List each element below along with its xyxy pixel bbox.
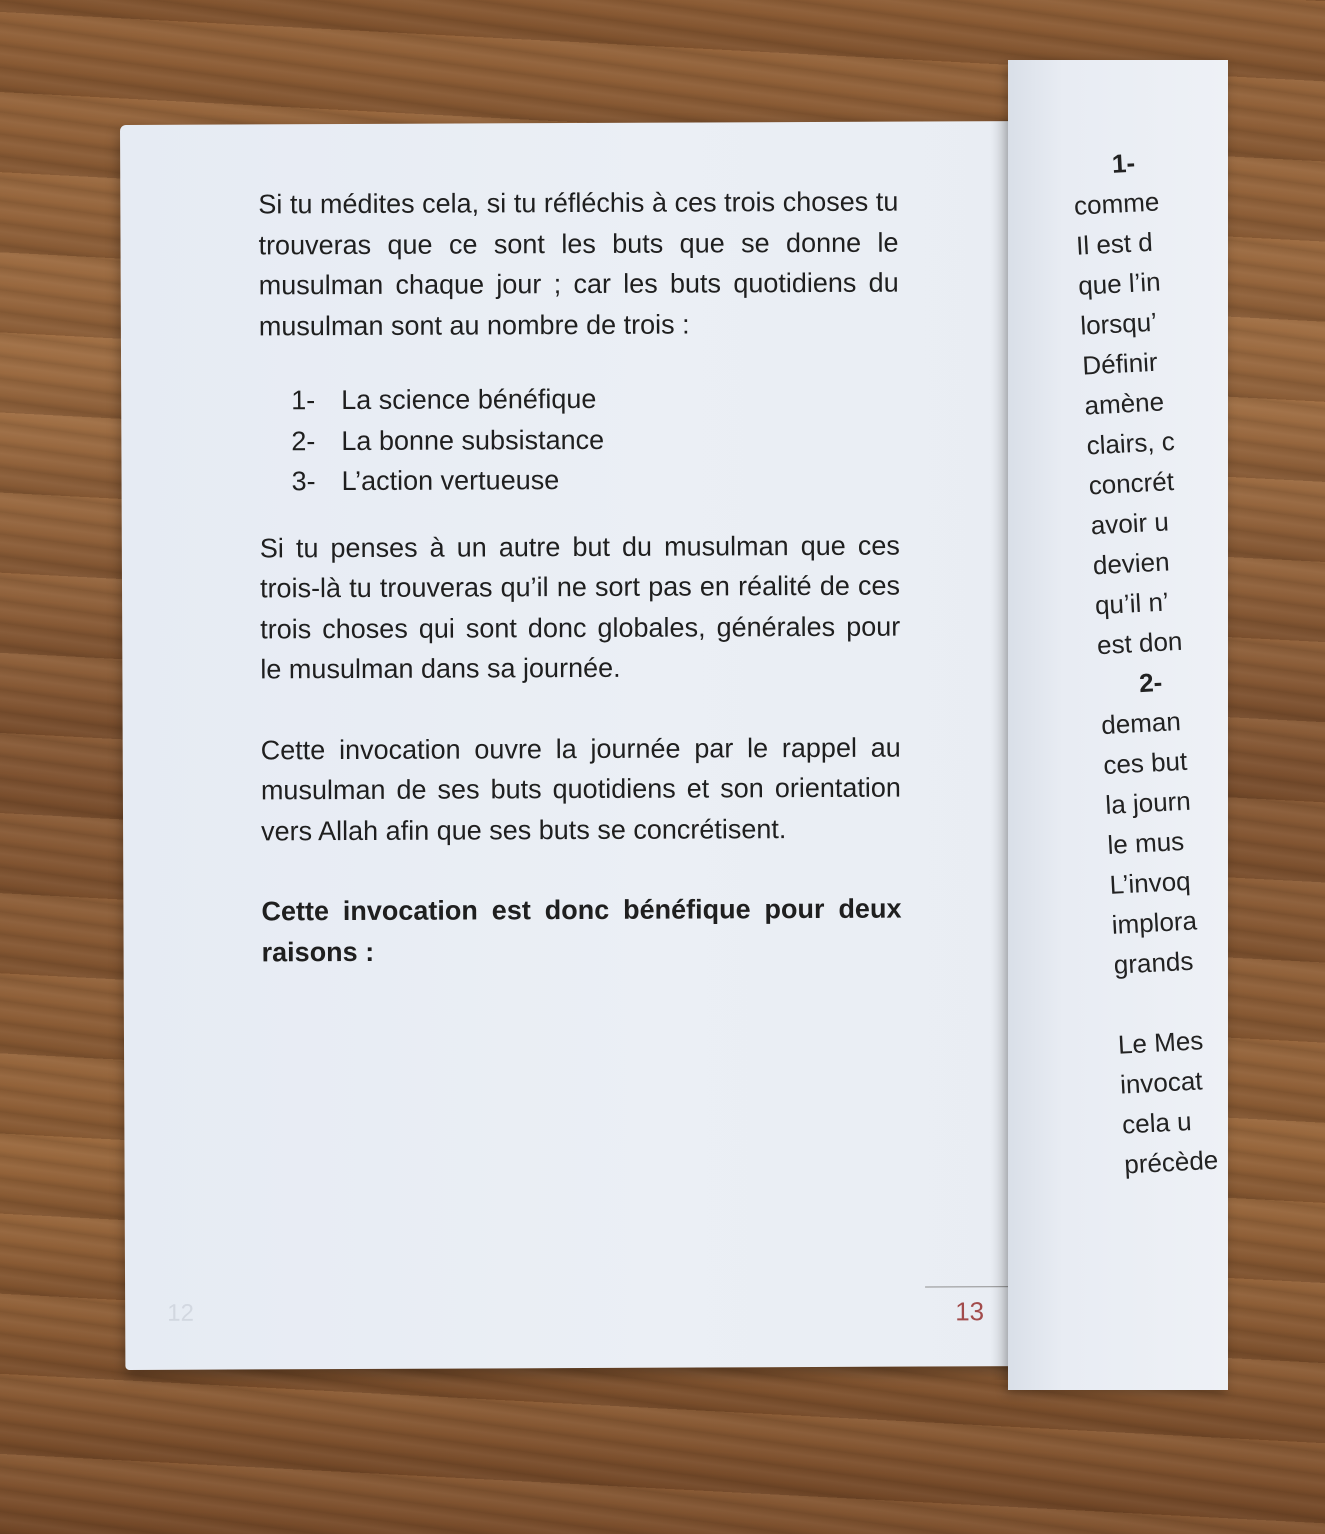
right-line: deman — [1100, 706, 1182, 741]
right-line: clairs, c — [1085, 425, 1176, 461]
right-line: implora — [1110, 905, 1198, 940]
right-page — [1008, 60, 1228, 1390]
paragraph-two-reasons: Cette invocation est donc bénéfique pour deux raisons : — [261, 893, 902, 967]
right-line: Le Mes — [1117, 1025, 1204, 1060]
list-item — [291, 378, 899, 421]
right-line: la journ — [1104, 785, 1192, 821]
list-item-number: 1- — [291, 385, 316, 416]
right-line: ces but — [1102, 745, 1188, 781]
list-item-number: 2- — [291, 425, 316, 456]
page-text — [258, 182, 901, 973]
paragraph-invocation: Cette invocation ouvre la journée par le rappel au musulman de ses buts quotidiens et son orientation vers Allah afin que ses buts se concrétisent. — [260, 732, 901, 846]
right-line: précède — [1123, 1144, 1219, 1180]
list-item — [291, 459, 899, 502]
right-line: devien — [1092, 546, 1171, 581]
right-line: invocat — [1119, 1065, 1204, 1100]
page-number: 13 — [955, 1296, 985, 1327]
right-line: amène — [1083, 386, 1165, 421]
list-item-number: 3- — [291, 466, 316, 497]
right-line: lorsqu’ — [1079, 306, 1158, 341]
list-item-text: La science bénéfique — [341, 383, 597, 416]
list-item — [291, 418, 899, 461]
bleed-through-number: 12 — [167, 1299, 194, 1327]
right-line: Il est d — [1075, 226, 1154, 261]
right-page-text — [1071, 135, 1325, 1184]
paragraph-intro: Si tu médites cela, si tu réfléchis à ces trois choses tu trouveras que ce sont les buts que se donne le musulman chaque jour ; car les buts quotidiens du musulman sont au nombre de trois : — [258, 186, 899, 341]
right-line: avoir u — [1090, 506, 1170, 541]
right-line: que l’in — [1077, 266, 1162, 301]
right-line: L’invoq — [1108, 865, 1192, 900]
right-line: est don — [1096, 625, 1184, 661]
goal-list — [291, 378, 900, 502]
right-line: le mus — [1106, 825, 1185, 860]
paragraph-other-goals: Si tu penses à un autre but du musulman que ces trois-là tu trouveras qu’il ne sort pas en réalité de ces trois choses qui sont donc globales, générales pour le musulman dans sa journée. — [259, 530, 901, 685]
right-line: 1- — [1111, 147, 1136, 179]
right-line: qu’il n’ — [1094, 586, 1170, 621]
right-line: 2- — [1138, 666, 1164, 699]
right-line: concrét — [1087, 466, 1175, 501]
right-line: Définir — [1081, 346, 1159, 381]
right-line: comme — [1073, 186, 1160, 221]
right-line: grands — [1113, 945, 1195, 980]
right-line: cela u — [1121, 1105, 1193, 1140]
list-item-text: L’action vertueuse — [341, 465, 560, 497]
list-item-text: La bonne subsistance — [341, 424, 605, 456]
left-page — [120, 121, 1017, 1370]
